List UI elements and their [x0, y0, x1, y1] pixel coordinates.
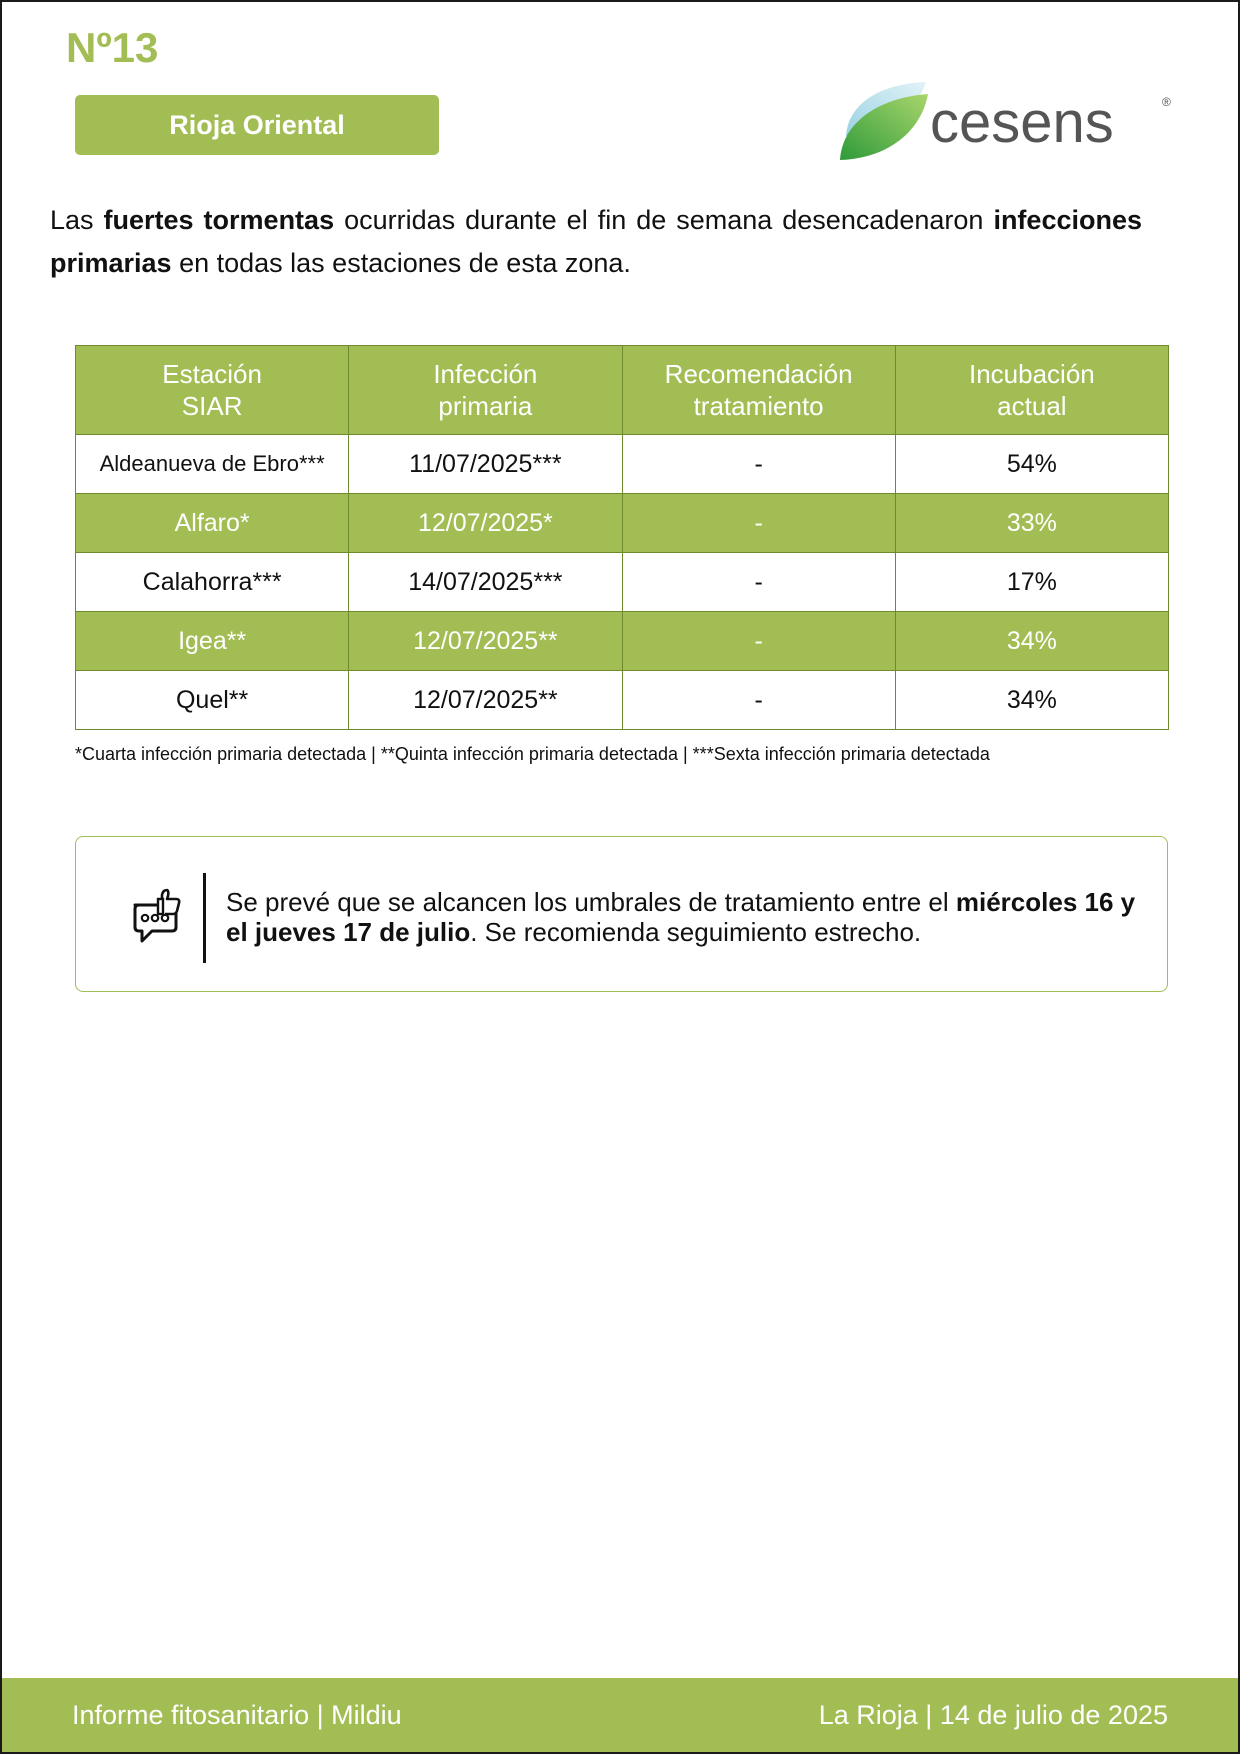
recommendation-cell: -	[622, 612, 895, 671]
header-station: Estación SIAR	[76, 346, 349, 435]
footer-report-type: Informe fitosanitario | Mildiu	[72, 1700, 402, 1730]
recommendation-cell: -	[622, 553, 895, 612]
forecast-divider	[203, 873, 206, 963]
brand-wordmark: cesens	[930, 90, 1114, 155]
cesens-logo	[836, 76, 1176, 166]
table-header-row	[76, 346, 1169, 435]
station-cell: Aldeanueva de Ebro***	[76, 435, 349, 494]
intro-paragraph: Las fuertes tormentas ocurridas durante el fin de semana desencadenaron infecciones primarias en todas las estaciones de esta zona.	[50, 205, 1142, 278]
forecast-box	[75, 836, 1168, 992]
region-badge: Rioja Oriental	[75, 95, 439, 155]
footer-region-date: La Rioja | 14 de julio de 2025	[818, 1700, 1168, 1730]
registered-mark: ®	[1162, 95, 1171, 109]
intro-emphasis-storms: fuertes tormentas	[103, 205, 335, 235]
incubation-cell: 17%	[895, 553, 1168, 612]
header-incubation: Incubación actual	[895, 346, 1168, 435]
table-row	[76, 612, 1169, 671]
infection-cell: 14/07/2025***	[349, 553, 622, 612]
station-cell: Quel**	[76, 671, 349, 730]
header-infection: Infección primaria	[349, 346, 622, 435]
table-footnote: *Cuarta infección primaria detectada | **Quinta infección primaria detectada | ***Sexta infección primaria detectada	[75, 744, 990, 764]
intro-emphasis-infections: infecciones primarias	[50, 205, 1142, 278]
infection-cell: 11/07/2025***	[349, 435, 622, 494]
page-footer	[2, 1678, 1238, 1752]
issue-number: Nº13	[66, 24, 159, 71]
recommendation-cell: -	[622, 494, 895, 553]
stations-table	[75, 345, 1169, 730]
table-row	[76, 494, 1169, 553]
infection-cell: 12/07/2025**	[349, 612, 622, 671]
recommendation-cell: -	[622, 671, 895, 730]
station-cell: Igea**	[76, 612, 349, 671]
header-recommendation: Recomendación tratamiento	[622, 346, 895, 435]
incubation-cell: 34%	[895, 671, 1168, 730]
thumbs-up-chat-icon	[132, 887, 188, 947]
forecast-dates: miércoles 16 y el jueves 17 de julio	[226, 887, 1136, 947]
table-row	[76, 435, 1169, 494]
table-row	[76, 553, 1169, 612]
infection-cell: 12/07/2025**	[349, 671, 622, 730]
forecast-text: Se prevé que se alcancen los umbrales de tratamiento entre el miércoles 16 y el jueves 17 de julio. Se recomienda seguimiento estrecho.	[226, 887, 1136, 947]
incubation-cell: 54%	[895, 435, 1168, 494]
incubation-cell: 34%	[895, 612, 1168, 671]
table-row	[76, 671, 1169, 730]
station-cell: Alfaro*	[76, 494, 349, 553]
recommendation-cell: -	[622, 435, 895, 494]
incubation-cell: 33%	[895, 494, 1168, 553]
station-cell: Calahorra***	[76, 553, 349, 612]
infection-cell: 12/07/2025*	[349, 494, 622, 553]
